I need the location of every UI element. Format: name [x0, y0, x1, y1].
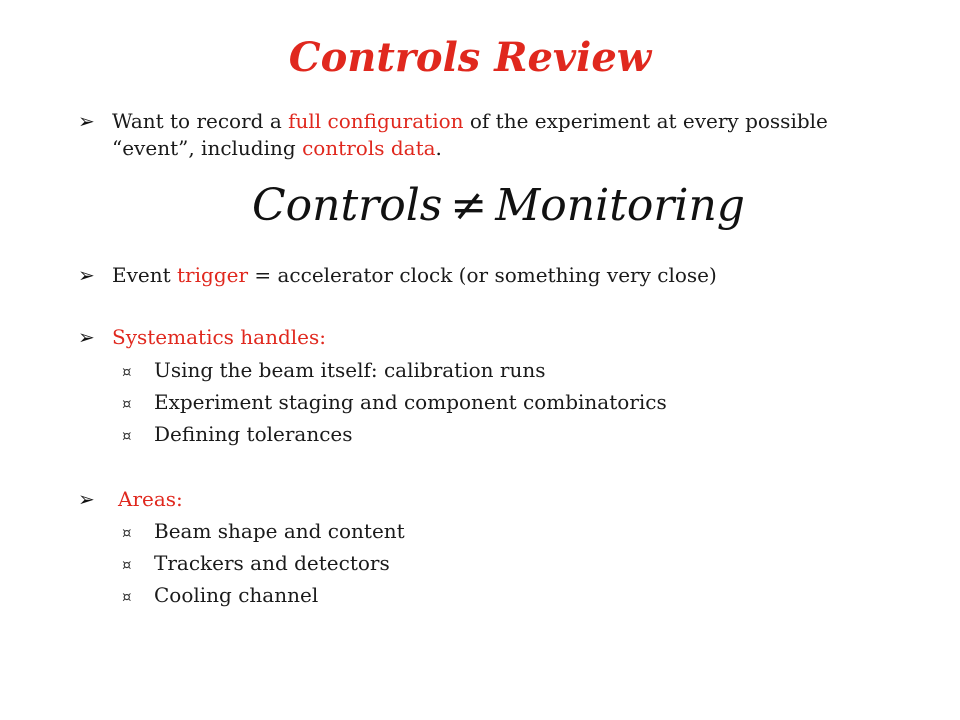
bullet-label: Systematics handles: [112, 325, 327, 349]
sub-item [122, 550, 882, 576]
arrow-bullet-icon: ➢ [78, 263, 95, 287]
formula-left: Controls [252, 180, 443, 231]
sub-item-text: Defining tolerances [154, 422, 353, 446]
sub-item [122, 582, 882, 608]
sub-item-text: Beam shape and content [154, 519, 405, 543]
bullet-text-part: = accelerator clock (or something very close) [248, 263, 717, 287]
currency-bullet-icon: ¤ [122, 427, 132, 445]
highlight-controls-data: controls data [302, 136, 436, 160]
bullet-full-configuration [78, 108, 878, 162]
arrow-bullet-icon: ➢ [78, 487, 95, 511]
highlight-full-configuration: full configuration [288, 109, 464, 133]
bullet-text-part: Want to record a [112, 109, 289, 133]
slide-title: Controls Review [288, 34, 652, 81]
bullet-label: Areas: [118, 487, 183, 511]
bullet-areas [78, 486, 878, 513]
currency-bullet-icon: ¤ [122, 556, 132, 574]
bullet-text [112, 262, 878, 289]
arrow-bullet-icon: ➢ [78, 325, 95, 349]
sub-item [122, 357, 882, 383]
highlight-trigger: trigger [177, 263, 249, 287]
not-equal-symbol: ≠ [450, 180, 488, 231]
bullet-systematics-handles [78, 324, 878, 351]
bullet-text-part: of the experiment at every possible “event”, including [112, 109, 828, 160]
sub-item-text: Experiment staging and component combinatorics [154, 390, 667, 414]
bullet-text-part: . [435, 136, 442, 160]
formula-right: Monitoring [495, 180, 745, 231]
currency-bullet-icon: ¤ [122, 524, 132, 542]
currency-bullet-icon: ¤ [122, 395, 132, 413]
sub-item-text: Using the beam itself: calibration runs [154, 358, 546, 382]
sub-item [122, 518, 882, 544]
sub-item [122, 389, 882, 415]
currency-bullet-icon: ¤ [122, 588, 132, 606]
sub-item-text: Trackers and detectors [154, 551, 390, 575]
formula-controls-not-monitoring [252, 180, 745, 231]
arrow-bullet-icon: ➢ [78, 109, 95, 133]
currency-bullet-icon: ¤ [122, 363, 132, 381]
bullet-text [112, 108, 878, 162]
sub-item-text: Cooling channel [154, 583, 319, 607]
bullet-text-part: Event [112, 263, 178, 287]
sub-item [122, 421, 882, 447]
bullet-event-trigger [78, 262, 878, 289]
